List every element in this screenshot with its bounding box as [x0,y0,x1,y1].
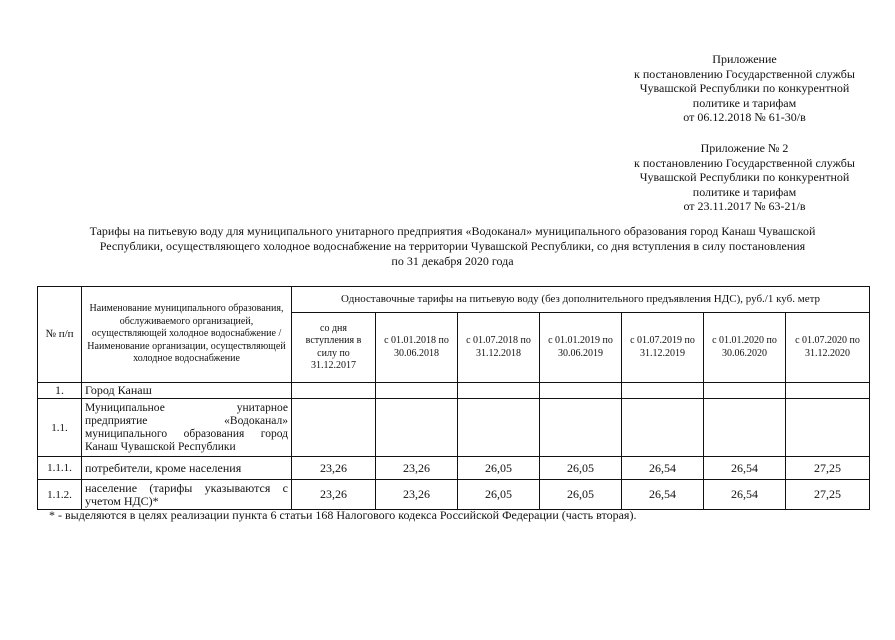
title-line: Республики, осуществляющего холодное водоснабжение на территории Чувашской Республики, со дня вступления в силу постановления [99,239,806,253]
tariff-value: 26,54 [622,457,704,480]
row-name-line: предприятие «Водоканал» [85,414,288,427]
footnote: * - выделяются в целях реализации пункта 6 статьи 168 Налогового кодекса Российской Федерации (часть вторая). [49,508,637,522]
tariff-value: 23,26 [376,480,458,510]
table-row [38,383,870,399]
header-tariff-group: Одноставочные тарифы на питьевую воду (без дополнительного предъявления НДС), руб./1 куб. метр [292,287,870,313]
row-name-line: муниципального образования город [85,427,288,440]
tariff-value: 26,05 [540,480,622,510]
tariff-value: 26,54 [704,457,786,480]
row-name: потребители, кроме населения [82,457,292,480]
appendix-1-line: от 06.12.2018 № 61-30/в [683,110,806,124]
header-num: № п/п [38,287,82,383]
appendix-1-line: Чувашской Республики по конкурентной [639,81,850,95]
table-row [38,399,870,457]
tariff-value: 26,54 [704,480,786,510]
row-name [82,399,292,457]
header-period: с 01.07.2018 по 31.12.2018 [458,313,540,383]
header-period: с 01.01.2019 по 30.06.2019 [540,313,622,383]
table-row [38,457,870,480]
row-name-line: население (тарифы указываются с [85,480,288,495]
tariff-value: 26,05 [458,457,540,480]
tariff-value: 23,26 [292,457,376,480]
appendix-1-line: к постановлению Государственной службы [634,66,855,81]
title-line: по 31 декабря 2020 года [391,254,514,268]
header-period: с 01.01.2018 по 30.06.2018 [376,313,458,383]
header-row-1 [38,287,870,313]
row-name-line: Муниципальное унитарное [85,401,288,414]
document-title [40,224,865,269]
table-row [38,480,870,510]
appendix-1-line: политике и тарифам [692,95,797,110]
tariff-value: 27,25 [786,457,870,480]
tariff-value: 23,26 [376,457,458,480]
tariff-table [37,286,870,510]
header-period: со дня вступления в силу по 31.12.2017 [292,313,376,383]
header-name: Наименование муниципального образования, обслуживаемого организацией, осуществляющей холодное водоснабжение / Наименование организации, осуществляющей холодное водоснабжение [82,287,292,383]
row-name: Город Канаш [82,383,292,399]
appendix-1-line: Приложение [712,52,777,66]
header-period: с 01.07.2019 по 31.12.2019 [622,313,704,383]
row-num: 1.1. [38,399,82,457]
tariff-value: 26,54 [622,480,704,510]
tariff-value: 26,05 [540,457,622,480]
appendix-2-block [612,141,877,214]
row-num: 1.1.2. [38,480,82,510]
row-name [82,480,292,510]
row-num: 1.1.1. [38,457,82,480]
title-line: Тарифы на питьевую воду для муниципального унитарного предприятия «Водоканал» муниципального образования город Канаш Чувашской [89,224,816,238]
header-period: с 01.01.2020 по 30.06.2020 [704,313,786,383]
appendix-2-line: Приложение № 2 [700,141,789,155]
appendix-2-line: от 23.11.2017 № 63-21/в [683,199,806,213]
tariff-value: 23,26 [292,480,376,510]
tariff-value: 26,05 [458,480,540,510]
tariff-value: 27,25 [786,480,870,510]
appendix-2-line: Чувашской Республики по конкурентной [639,170,850,184]
row-name-line: учетом НДС)* [85,493,159,508]
appendix-1-block [612,52,877,125]
header-period: с 01.07.2020 по 31.12.2020 [786,313,870,383]
row-name-line: Канаш Чувашской Республики [85,440,236,453]
appendix-2-line: политике и тарифам [692,184,797,199]
appendix-2-line: к постановлению Государственной службы [634,155,855,170]
row-num: 1. [38,383,82,399]
